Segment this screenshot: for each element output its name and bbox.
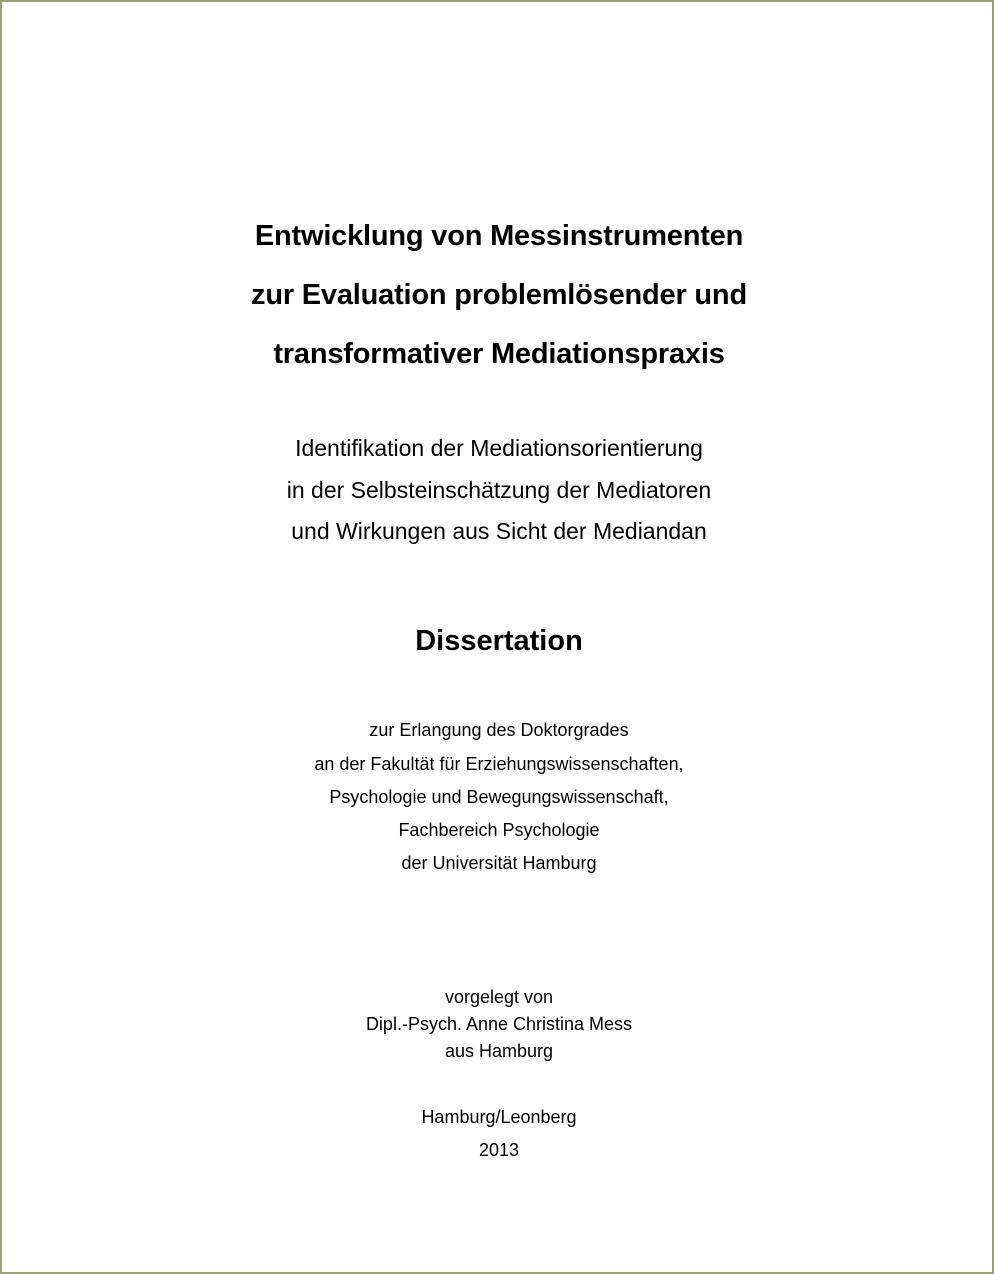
- title-line-1: Entwicklung von Messinstrumenten: [254, 220, 744, 252]
- year: 2013: [478, 1140, 520, 1160]
- title-line-3: transformativer Mediationspraxis: [273, 338, 725, 370]
- purpose-line-5: der Universität Hamburg: [401, 853, 597, 873]
- place: Hamburg/Leonberg: [421, 1107, 577, 1127]
- purpose-line-4: Fachbereich Psychologie: [398, 820, 600, 840]
- author-line-1: vorgelegt von: [444, 987, 554, 1007]
- subtitle-line-2: in der Selbsteinschätzung der Mediatoren: [286, 477, 712, 503]
- subtitle-line-1: Identifikation der Mediationsorientierung: [295, 435, 703, 461]
- title-line-2: zur Evaluation problemlösender und: [251, 279, 747, 311]
- purpose-line-1: zur Erlangung des Doktorgrades: [369, 720, 629, 740]
- author-line-2: Dipl.-Psych. Anne Christina Mess: [365, 1014, 633, 1034]
- purpose-line-3: Psychologie und Bewegungswissenschaft,: [329, 787, 669, 807]
- purpose-line-2: an der Fakultät für Erziehungswissenschaften,: [314, 754, 684, 774]
- author-line-3: aus Hamburg: [444, 1041, 554, 1061]
- subtitle-line-3: und Wirkungen aus Sicht der Mediandan: [291, 518, 707, 544]
- document-type-heading: Dissertation: [415, 625, 583, 657]
